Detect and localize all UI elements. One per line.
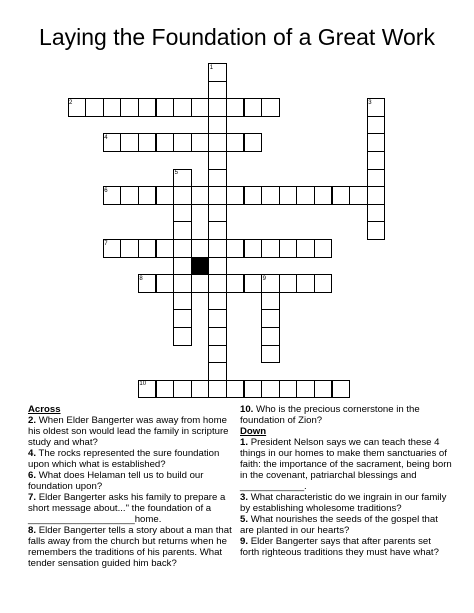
clue-number: 4 [104,134,108,141]
across-clue: 2. When Elder Bangerter was away from home his oldest son would lead the family in scripture study and what? [28,415,229,448]
grid-cell[interactable] [261,239,280,258]
grid-cell[interactable] [138,186,157,205]
grid-cell[interactable] [261,292,280,311]
grid-cell[interactable] [208,362,227,381]
grid-cell[interactable] [332,380,351,399]
grid-cell[interactable] [367,186,386,205]
grid-cell[interactable] [314,380,333,399]
grid-cell[interactable] [279,239,298,258]
grid-cell[interactable] [296,186,315,205]
grid-cell[interactable] [191,98,210,117]
grid-cell[interactable] [296,239,315,258]
grid-cell[interactable] [191,274,210,293]
grid-cell[interactable] [156,186,175,205]
grid-cell[interactable] [173,257,192,276]
grid-cell[interactable] [208,292,227,311]
across-clue: 6. What does Helaman tell us to build our foundation upon? [28,470,204,492]
grid-cell[interactable] [261,380,280,399]
grid-cell[interactable] [173,327,192,346]
grid-cell[interactable] [367,116,386,135]
grid-cell[interactable] [173,204,192,223]
grid-cell[interactable] [208,239,227,258]
grid-cell[interactable] [156,274,175,293]
grid-cell[interactable] [244,380,263,399]
grid-cell[interactable] [208,257,227,276]
grid-cell[interactable] [261,98,280,117]
grid-cell[interactable] [296,274,315,293]
clue-number: 3 [368,99,372,106]
across-clue: 10. Who is the precious cornerstone in the foundation of Zion? [240,404,420,426]
grid-cell[interactable] [261,309,280,328]
grid-cell[interactable] [173,380,192,399]
clue-number: 7 [104,240,108,247]
grid-cell[interactable] [279,380,298,399]
grid-cell[interactable] [208,274,227,293]
clue-number: 5 [174,170,178,177]
grid-cell[interactable] [208,327,227,346]
grid-cell[interactable] [208,169,227,188]
grid-cell[interactable] [208,345,227,364]
clues-left-column [28,404,238,569]
grid-cell[interactable] [208,81,227,100]
grid-cell[interactable] [367,169,386,188]
clue-number: 9 [262,275,266,282]
grid-cell[interactable] [208,204,227,223]
grid-cell[interactable] [173,221,192,240]
grid-cell[interactable] [244,133,263,152]
clue-number: 10 [139,381,147,388]
grid-cell[interactable] [120,98,139,117]
grid-cell[interactable] [173,133,192,152]
puzzle-title: Laying the Foundation of a Great Work [39,24,435,50]
grid-cell[interactable] [244,274,263,293]
grid-cell[interactable] [208,186,227,205]
grid-cell[interactable] [367,204,386,223]
grid-cell[interactable] [138,133,157,152]
grid-cell[interactable] [367,133,386,152]
down-clue: 1. President Nelson says we can teach these 4 things in our homes to make them sanctuaries of faith: the importance of the sacrament, being born in the covenant, patriarchal blessings and ____________. [240,437,452,492]
grid-cell[interactable] [226,274,245,293]
grid-cell[interactable] [85,98,104,117]
grid-cell[interactable] [244,186,263,205]
grid-cell[interactable] [367,151,386,170]
grid-cell[interactable] [226,186,245,205]
across-clue: 7. Elder Bangerter asks his family to prepare a short message about..." the foundation of a ____________________home. [28,492,226,525]
grid-cell[interactable] [226,98,245,117]
grid-cell[interactable] [138,98,157,117]
grid-cell[interactable] [261,327,280,346]
grid-cell[interactable] [208,133,227,152]
grid-cell[interactable] [226,239,245,258]
grid-cell[interactable] [279,186,298,205]
down-clue: 9. Elder Bangerter says that after parents set forth righteous traditions they must have what? [240,536,439,558]
grid-cell[interactable] [173,186,192,205]
grid-cell[interactable] [173,239,192,258]
down-heading: Down [240,426,267,437]
grid-cell[interactable] [173,98,192,117]
grid-cell[interactable] [191,133,210,152]
grid-cell[interactable] [226,133,245,152]
black-square [191,257,210,276]
across-clue: 4. The rocks represented the sure foundation upon which what is established? [28,448,220,470]
down-clue: 5. What nourishes the seeds of the gospel that are planted in our hearts? [240,514,438,536]
grid-cell[interactable] [120,186,139,205]
grid-cell[interactable] [332,186,351,205]
grid-cell[interactable] [120,239,139,258]
grid-cell[interactable] [261,345,280,364]
grid-cell[interactable] [208,221,227,240]
grid-cell[interactable] [208,98,227,117]
grid-cell[interactable] [138,239,157,258]
across-clue: 8. Elder Bangerter tells a story about a man that falls away from the church but returns when he remembers the traditions of his parents. What tender sensation guided him back? [28,525,232,569]
grid-cell[interactable] [156,239,175,258]
grid-cell[interactable] [279,274,298,293]
down-clue: 3. What characteristic do we ingrain in our family by establishing wholesome traditions? [240,492,447,514]
clue-number: 2 [69,99,73,106]
grid-cell[interactable] [314,186,333,205]
grid-cell[interactable] [244,98,263,117]
grid-cell[interactable] [261,186,280,205]
grid-cell[interactable] [191,239,210,258]
grid-cell[interactable] [314,239,333,258]
grid-cell[interactable] [173,274,192,293]
grid-cell[interactable] [156,98,175,117]
grid-cell[interactable] [173,292,192,311]
grid-cell[interactable] [103,98,122,117]
grid-cell[interactable] [296,380,315,399]
grid-cell[interactable] [367,221,386,240]
grid-cell[interactable] [314,274,333,293]
clue-number: 8 [139,275,143,282]
grid-cell[interactable] [208,116,227,135]
grid-cell[interactable] [244,239,263,258]
grid-cell[interactable] [208,380,227,399]
grid-cell[interactable] [208,151,227,170]
across-heading: Across [28,404,61,415]
grid-cell[interactable] [226,380,245,399]
grid-cell[interactable] [156,133,175,152]
grid-cell[interactable] [208,309,227,328]
grid-cell[interactable] [349,186,368,205]
grid-cell[interactable] [156,380,175,399]
clues-right-column [240,404,452,558]
clue-number: 1 [209,64,214,71]
grid-cell[interactable] [173,309,192,328]
grid-cell[interactable] [120,133,139,152]
clue-number: 6 [104,187,108,194]
grid-cell[interactable] [191,186,210,205]
grid-cell[interactable] [191,380,210,399]
